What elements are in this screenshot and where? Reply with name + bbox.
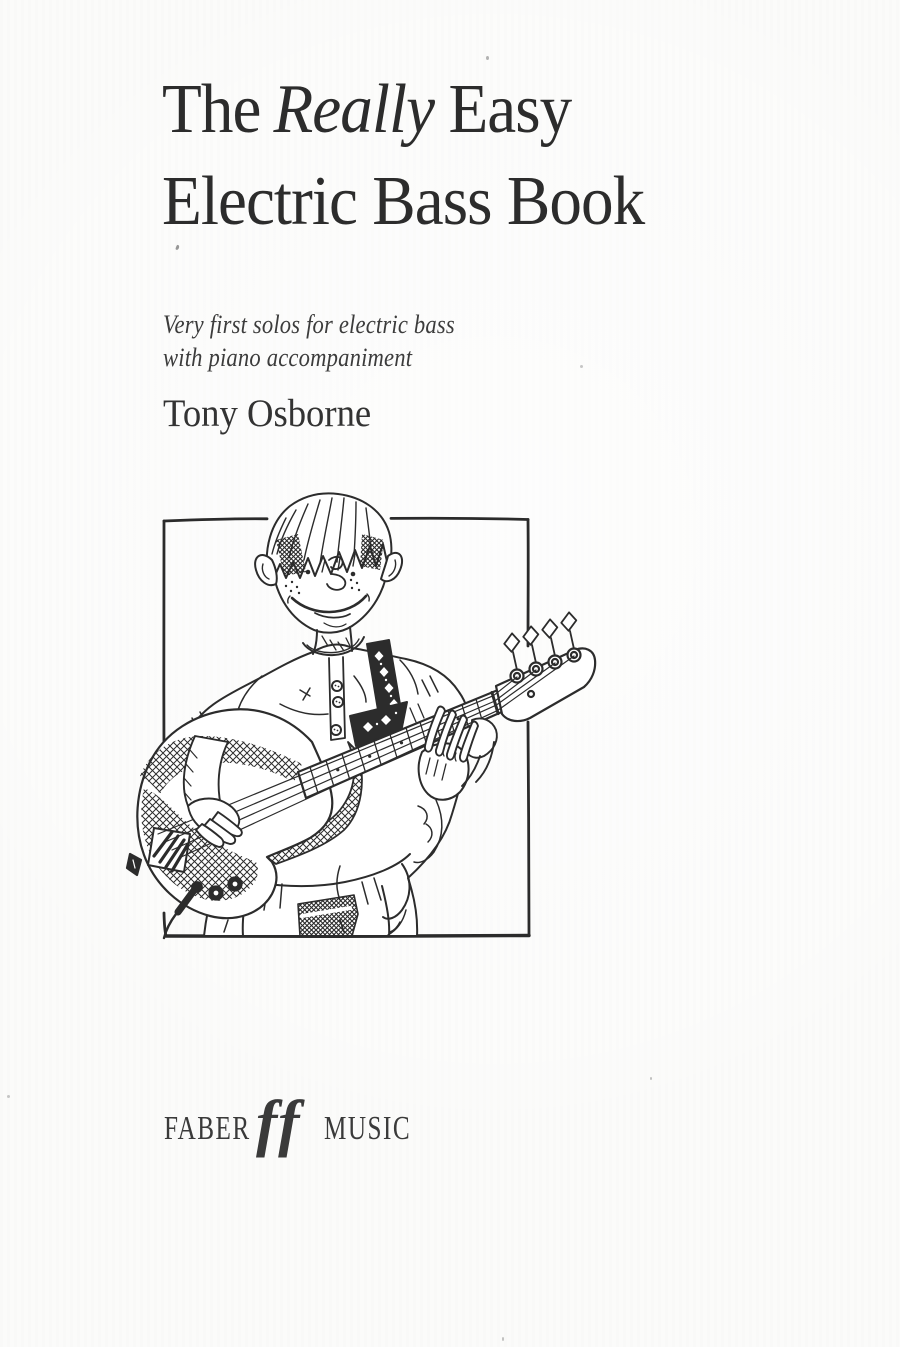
publisher-name-music: MUSIC xyxy=(324,1110,412,1147)
book-title xyxy=(162,64,644,248)
book-title-part2-italic: Really xyxy=(273,71,435,148)
cover-illustration xyxy=(100,480,660,960)
publisher-name-faber: FABER xyxy=(164,1110,251,1147)
subtitle-line2: with piano accompaniment xyxy=(163,343,413,372)
book-title-line2: Electric Bass Book xyxy=(162,163,645,240)
scan-speck xyxy=(502,1337,504,1341)
book-subtitle xyxy=(163,308,455,374)
subtitle-line1: Very first solos for electric bass xyxy=(163,310,455,339)
scan-speck xyxy=(175,245,180,251)
faber-ff-logo-glyph: ff xyxy=(256,1087,302,1158)
scan-speck xyxy=(486,56,489,60)
scan-speck xyxy=(650,1077,652,1080)
book-title-part3: Easy xyxy=(448,71,572,148)
book-title-part1: The xyxy=(162,71,261,148)
headstock xyxy=(496,611,595,721)
scan-speck xyxy=(580,365,583,368)
scan-speck xyxy=(7,1095,10,1098)
hair-shadow-right xyxy=(360,534,384,570)
author-name: Tony Osborne xyxy=(163,392,372,435)
